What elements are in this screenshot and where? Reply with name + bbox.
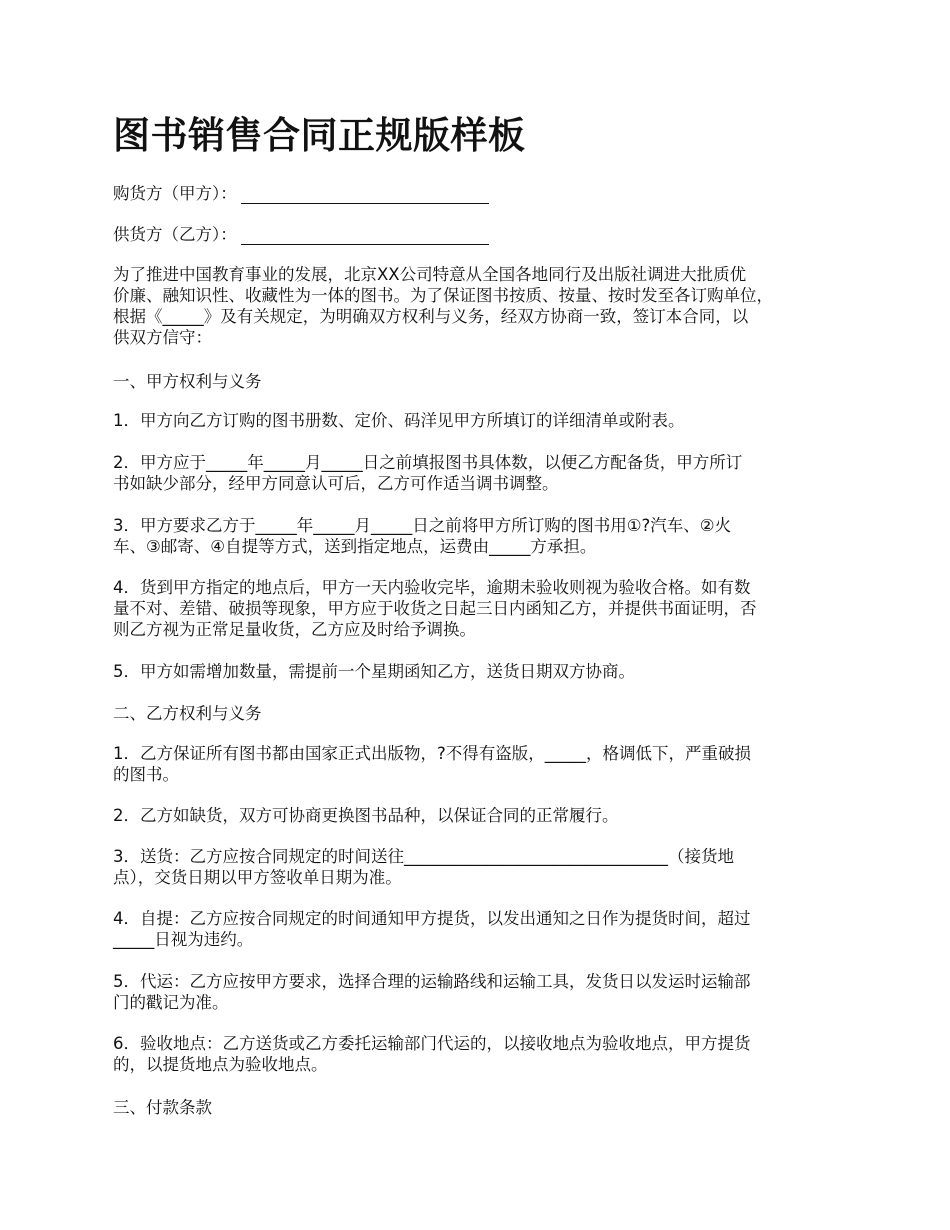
buyer-party-line [113, 183, 845, 204]
clause-item: 3．送货：乙方应按合同规定的时间送往________________________________（接货地 点），交货日期以甲方签收单日期为准。 [113, 847, 734, 887]
clause-item: 6．验收地点：乙方送货或乙方委托运输部门代运的，以接收地点为验收地点，甲方提货 的，以提货地点为验收地点。 [113, 1034, 751, 1074]
seller-party-line [113, 224, 845, 245]
section-heading: 二、乙方权利与义务 [113, 704, 262, 723]
seller-label: 供货方（乙方）： [113, 225, 237, 244]
clause-item: 4．自提：乙方应按合同规定的时间通知甲方提货，以发出通知之日作为提货时间，超过 _____日视为违约。 [113, 909, 751, 949]
clause-item: 2．甲方应于_____年_____月_____日之前填报图书具体数，以便乙方配备货，甲方所订 书如缺少部分，经甲方同意认可后，乙方可作适当调书调整。 [113, 453, 743, 493]
document-title: 图书销售合同正规版样板 [113, 114, 526, 157]
buyer-name-blank [241, 187, 489, 204]
buyer-label: 购货方（甲方）： [113, 184, 237, 203]
clause-item: 5．甲方如需增加数量，需提前一个星期函知乙方，送货日期双方协商。 [113, 662, 635, 681]
clause-item: 2．乙方如缺货，双方可协商更换图书品种，以保证合同的正常履行。 [113, 806, 619, 825]
intro-paragraph: 为了推进中国教育事业的发展，北京XX公司特意从全国各地同行及出版社调进大批质优 价廉、融知识性、收藏性为一体的图书。为了保证图书按质、按量、按时发至各订购单位， 根据《_____》及有关规定，为明确双方权利与义务，经双方协商一致，签订本合同，以 供双方信守： [113, 265, 773, 347]
clause-item: 1．甲方向乙方订购的图书册数、定价、码洋见甲方所填订的详细清单或附表。 [113, 411, 685, 430]
clause-item: 1．乙方保证所有图书都由国家正式出版物，?不得有盗版，_____，格调低下，严重破损 的图书。 [113, 744, 752, 784]
clause-item: 4．货到甲方指定的地点后，甲方一天内验收完毕，逾期未验收则视为验收合格。如有数 量不对、差错、破损等现象，甲方应于收货之日起三日内函知乙方，并提供书面证明，否 则乙方视为正常足量收货，乙方应及时给予调换。 [113, 578, 757, 639]
clause-item: 3．甲方要求乙方于_____年_____月_____日之前将甲方所订购的图书用①?汽车、②火 车、③邮寄、④自提等方式，送到指定地点，运费由_____方承担。 [113, 516, 732, 556]
section-heading: 三、付款条款 [113, 1098, 212, 1117]
seller-name-blank [241, 228, 489, 245]
clause-item: 5．代运：乙方应按甲方要求，选择合理的运输路线和运输工具，发货日以发运时运输部 门的戳记为准。 [113, 972, 751, 1012]
section-heading: 一、甲方权利与义务 [113, 372, 262, 391]
